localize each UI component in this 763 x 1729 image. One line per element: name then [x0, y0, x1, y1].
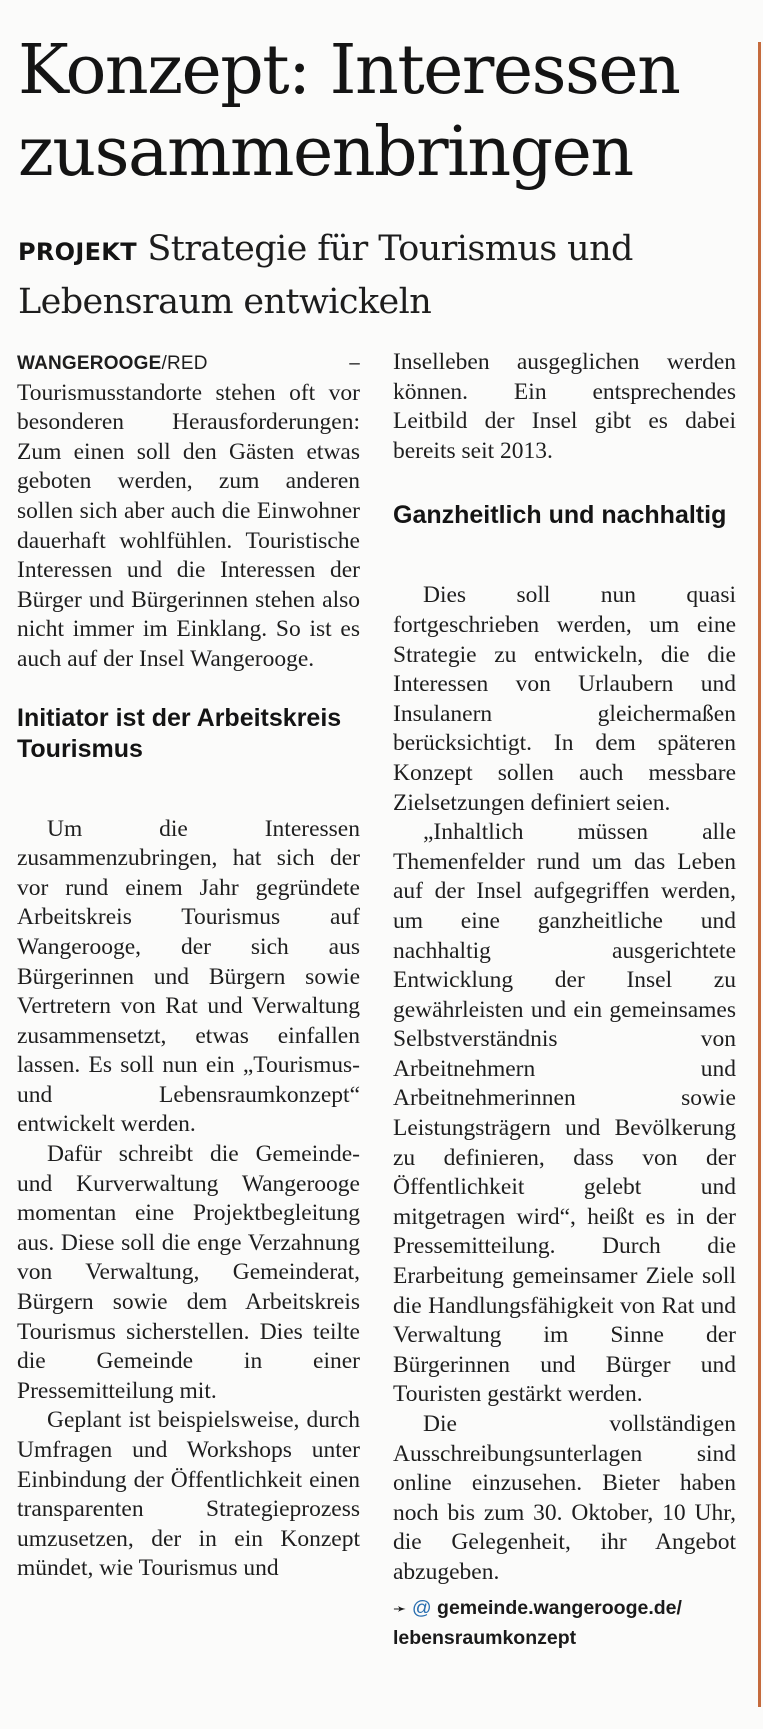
dateline-place: WANGEROOGE: [17, 353, 162, 374]
section-heading: Initiator ist der Arbeitskreis Tourismus: [17, 703, 342, 763]
paragraph-text: Tourismusstandorte stehen oft vor besonderen Herausforderungen: Zum einen soll den Gästen etwas geboten werden, zum anderen sollen sich aber auch die Einwohner dauerhaft wohlfühlen. Touristische Interessen und die Interessen der Bürger und Bürgerinnen stehen also nicht immer im Einklang. So ist es auch auf der Insel Wangerooge.: [17, 379, 360, 672]
body-paragraph: Geplant ist beispielsweise, durch Umfragen und Workshops unter Einbindung der Öffentlichkeit einen transparenten Strategieprozess umzusetzen, der in ein Konzept mündet, wie Tourismus und: [17, 1407, 360, 1582]
edge-accent-rule: [758, 42, 761, 1707]
subheadline-text: Strategie für Tourismus und Lebensraum entwickeln: [18, 229, 633, 322]
link-url-part-2[interactable]: lebensraumkonzept: [393, 1626, 577, 1649]
headline-line-2: zusammenbringen: [18, 113, 633, 192]
headline: [18, 30, 718, 194]
arrow-right-icon: ➛: [393, 1600, 407, 1618]
subheadline: [18, 224, 718, 327]
body-paragraph: Um die Interessen zusammenzubringen, hat sich der vor rund einem Jahr gegründete Arbeitskreis Tourismus auf Wangerooge, der sich aus Bürgerinnen und Bürgern sowie Vertretern von Rat und Verwaltung zusammensetzt, etwas einfallen lassen. Es soll nun ein „Tourismus- und Lebensraumkonzept“ entwickelt werden.: [17, 815, 360, 1138]
dateline-agency: /RED –: [161, 353, 360, 374]
body-paragraph: Dies soll nun quasi fortgeschrieben werden, um eine Strategie zu entwickeln, die die Interessen von Urlaubern und Insulanern gleichermaßen berücksichtigt. In dem späteren Konzept sollen auch messbare Zielsetzungen definiert seien.: [393, 582, 736, 816]
article-column-left: [17, 348, 360, 1584]
kicker-label: PROJEKT: [18, 238, 137, 266]
web-link[interactable]: [393, 1594, 736, 1652]
article-column-right: [393, 348, 736, 1652]
body-paragraph: Inselleben ausgeglichen werden können. Ein entsprechendes Leitbild der Insel gibt es dabei bereits seit 2013.: [393, 349, 736, 464]
section-heading: Ganzheitlich und nachhaltig: [393, 501, 727, 530]
body-paragraph: [17, 348, 360, 675]
link-url-part-1[interactable]: gemeinde.wangerooge.de/: [437, 1596, 682, 1619]
body-paragraph: „Inhaltlich müssen alle Themenfelder rund um das Leben auf der Insel aufgegriffen werden, um eine ganzheitliche und nachhaltig ausgerichtete Entwicklung der Insel zu gewährleisten und ein gemeinsames Selbstverständnis von Arbeitnehmern und Arbeitnehmerinnen sowie Leistungsträgern und Bevölkerung zu definieren, dass von der Öffentlichkeit gelebt und mitgetragen wird“, heißt es in der Pressemitteilung. Durch die Erarbeitung gemeinsamer Ziele soll die Handlungsfähigkeit von Rat und Verwaltung im Sinne der Bürgerinnen und Bürger und Touristen gestärkt werden.: [393, 819, 736, 1408]
at-sign-icon: @: [411, 1596, 432, 1619]
body-paragraph: Die vollständigen Ausschreibungsunterlagen sind online einzusehen. Bieter haben noch bis zum 30. Oktober, 10 Uhr, die Gelegenheit, ihr Angebot abzugeben.: [393, 1411, 736, 1585]
dateline: [17, 353, 360, 374]
body-paragraph: Dafür schreibt die Gemeinde- und Kurverwaltung Wangerooge momentan eine Projektbegleitung aus. Diese soll die enge Verzahnung von Verwaltung, Gemeinderat, Bürgern sowie dem Arbeitskreis Tourismus sicherstellen. Dies teilte die Gemeinde in einer Pressemitteilung mit.: [17, 1141, 360, 1404]
headline-line-1: Konzept: Interessen: [18, 31, 680, 110]
